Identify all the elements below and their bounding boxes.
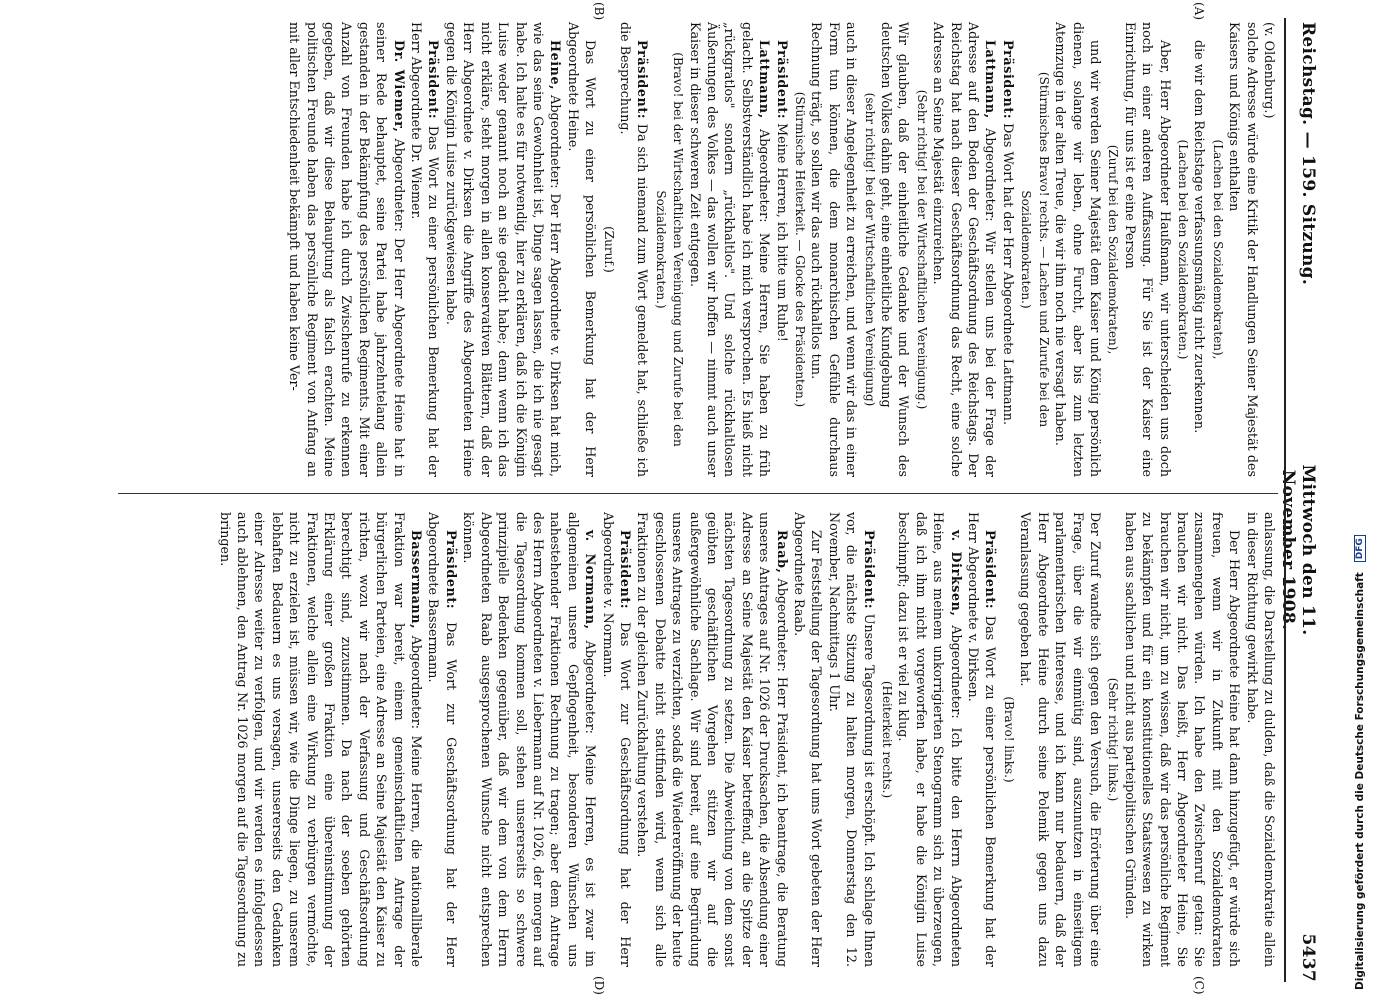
- paragraph-text: (Stürmische Heiterkeit. — Glocke des Präsidenten.): [793, 91, 808, 408]
- paragraph: [686, 22, 773, 477]
- header-date: Mittwoch den 11. November 1908.: [1278, 464, 1318, 636]
- paragraph-text: (Lachen bei den Sozialdemokraten.): [1175, 139, 1190, 360]
- interjection: [791, 22, 808, 477]
- paragraph-text: Meine Herren, ich bitte um Ruhe!: [774, 119, 790, 342]
- paragraph-text: (v. Oldenburg.): [1262, 22, 1277, 119]
- paragraph-text: Abgeordneter: Der Herr Abgeordnete Heine hat in seiner Rede behauptet, seine Partei habe jahrzehntelang allein gestanden in der Bekämpfung des persönlichen Regiments. Mit einer Anzahl von Freunden habe ich durch Zwischenrufe zu erkennen gegeben, daß wir diese Behauptung als falsch erachten. Meine politischen Freunde haben das persönliche Regiment von Anfang an mit aller Entschiedenheit bekämpft und haben keine Ver-: [287, 22, 407, 477]
- paragraph: [930, 22, 1000, 477]
- speaker-name: Präsident:: [1000, 40, 1016, 120]
- paragraph-text: Das Wort zu einer persönlichen Bemerkung hat der Herr Abgeordnete Dr. Wiemer.: [409, 22, 442, 477]
- interjection: [1000, 512, 1017, 967]
- paragraph-text: (Heiterkeit rechts.): [880, 680, 895, 799]
- paragraph-text: Abgeordneter: Meine Herren, die nationalliberale Fraktion war bereit, einem gemeinschaftlichen Antrage der bürgerlichen Parteien, eine Adresse an Seine Majestät den Kaiser zu richten, wozu wir nach der Verfassung und Geschäftsordnung berechtigt sind, zuzustimmen. Da nach der soeben gehörten Erklärung einer großen Fraktion eine übereinstimmung der Fraktionen, welche allein eine Wirkung zu verbürgen vermöchte, nicht zu erzielen ist, müssen wir, wie die Dinge liegen, zu unserem lebhaften Bedauern es uns versagen, unsererseits den Gedanken einer Adresse weiter zu verfolgen, und wir werden es infolgedessen auch ablehnen, den Antrag Nr. 1026 morgen auf die Tagesordnung zu bringen.: [217, 512, 425, 967]
- margin-mark-c: (C): [1192, 976, 1206, 995]
- paragraph-text: Der Zuruf wandte sich gegen den Versuch, die Erörterung über eine Frage, über die wir einmütig sind, auszunutzen in einseitigem parlamentarischen Interesse, und ich kann nur bedauern, daß der Herr Abgeordnete Heine durch seine Polemik gegen uns dazu Veranlassung gegeben hat.: [1018, 512, 1103, 967]
- paragraph: [965, 512, 1000, 967]
- paragraph-text: Unsere Tagesordnung ist erschöpft. Ich schlage Ihnen vor, die nächste Sitzung zu halten morgen, Donnerstag den 12. November, Nachmittags 1 Uhr.: [826, 512, 877, 967]
- header-rule: [1284, 18, 1286, 982]
- left-column: [118, 22, 1278, 477]
- right-column: [118, 512, 1278, 967]
- paragraph-text: auch in dieser Angelegenheit zu erreichen, und wenn wir das in einer Form tun können, die dem monarchischen Gefühle durchaus Rechnung trägt, so sollen wir das auch rückhaltlos tun.: [809, 22, 860, 477]
- paragraph: [443, 22, 565, 477]
- interjection: [1104, 512, 1121, 967]
- paragraph: [878, 22, 913, 477]
- paragraph-text: Das Wort zu einer persönlichen Bemerkung hat der Herr Abgeordnete v. Dirksen.: [966, 512, 999, 967]
- paragraph: [460, 512, 599, 967]
- speaker-name: Lattmann,: [757, 40, 773, 119]
- speaker-name: Heine,: [548, 40, 564, 91]
- speaker-name: Präsident:: [635, 40, 651, 120]
- paragraph: [773, 22, 790, 477]
- paragraph-text: Aber, Herr Abgeordneter Haußmann, wir unterscheiden uns doch noch in einer anderen Auffassung. Für Sie ist der Kaiser eine Einrichtung, für uns ist er eine Person: [1122, 22, 1173, 477]
- paragraph: [895, 512, 965, 967]
- interjection: [599, 22, 616, 477]
- interjection: [1174, 22, 1191, 477]
- paragraph-text: (Lachen bei den Sozialdemokraten),: [1210, 139, 1225, 360]
- paragraph: [1226, 22, 1261, 477]
- interjection: [878, 512, 895, 967]
- speaker-name: v. Normann,: [583, 530, 599, 630]
- paragraph: [808, 22, 860, 477]
- dfg-logo: DFG: [1354, 535, 1366, 562]
- paragraph: [408, 22, 443, 477]
- speaker-name: Präsident:: [983, 530, 999, 610]
- rotated-page: [56, 0, 1326, 1000]
- footer-credit: Digitalisierung gefördert durch die Deutsche Forschungsgemeinschaft: [1354, 572, 1366, 990]
- paragraph: [1261, 22, 1278, 477]
- paragraph-text: Abgeordneter: Meine Herren, es ist zwar im allgemeinen unsere Gepflogenheit, besonderen Wünschen uns nahestehender Fraktionen Rechnung zu tragen; aber dem Antrage des Herrn Abgeordneten v. Liebermann auf Nr. 1026, der morgen auf die Tagesordnung kommen soll, stehen unsererseits so schwere prinzipielle Bedenken gegenüber, daß wir dem von dem Herrn Abgeordneten Raab ausgesprochenen Wunsche nicht entsprechen können.: [461, 512, 599, 967]
- paragraph: [1017, 512, 1104, 967]
- paragraph-text: Der Herr Abgeordnete Heine hat dann hinzugefügt, er würde sich freuen, wenn wir in Zukunft mit den Sozialdemokraten zusammengehen würden. Ich habe den Zwischenruf getan: Sie brauchen wir nicht. Das heißt, Herr Abgeordneter Heine, Sie brauchen wir nicht, um zu wissen, daß wir das persönliche Regiment zu bekämpfen und für ein konstitutionelles Staatswesen zu wirken haben aus sachlichen und nicht aus parteipolitischen Gründen.: [1122, 512, 1243, 967]
- interjection: [860, 22, 877, 477]
- interjection: [912, 22, 929, 477]
- paragraph: [617, 22, 652, 477]
- paragraph-text: Wir glauben, daß der einheitliche Gedanke und der Wunsch des deutschen Volkes dahin geht, eine einheitliche Kundgebung: [879, 22, 912, 477]
- paragraph-text: Das Wort hat der Herr Abgeordnete Lattmann.: [1000, 119, 1016, 425]
- paragraph: [564, 22, 599, 477]
- margin-mark-a: (A): [1192, 2, 1206, 21]
- paragraph-text: Das Wort zu einer persönlichen Bemerkung hat der Herr Abgeordnete Heine.: [565, 22, 599, 477]
- page-header: [1278, 0, 1324, 1000]
- paragraph-text: Da sich niemand zum Wort gemeldet hat, schließe ich die Besprechung.: [617, 22, 651, 477]
- paragraph-text: anlassung, die Darstellung zu dulden, daß die Sozialdemokratie allein in dieser Richtung gewirkt habe.: [1244, 512, 1277, 967]
- paragraph: [599, 512, 634, 967]
- paragraph-text: (Bravo! bei der Wirtschaftlichen Vereinigung und Zurufe bei den Sozialdemokraten.): [653, 52, 686, 447]
- paragraph: [1243, 512, 1278, 967]
- paragraph-text: Abgeordneter: Wir stellen uns bei der Frage der Adresse auf den Boden der Geschäftsordnung des Reichstags. Der Reichstag hat nach dieser Geschäftsordnung das Recht, eine solche Adresse an Seine Majestät einzureichen.: [931, 22, 999, 477]
- paragraph-text: Das Wort zur Geschäftsordnung hat der Herr Abgeordnete Bassermann.: [426, 512, 459, 967]
- speaker-name: Lattmann,: [983, 40, 999, 119]
- margin-mark-d: (D): [592, 976, 606, 995]
- paragraph-text: (Sehr richtig! links.): [1106, 677, 1121, 802]
- paragraph-text: (Bravo! links.): [1001, 696, 1016, 783]
- speaker-name: Bassermann,: [409, 530, 425, 630]
- speaker-name: Raab,: [774, 530, 790, 574]
- paragraph-text: die wir dem Reichstage verfassungsmäßig nicht zuerkennen.: [1192, 40, 1208, 434]
- paragraph: [425, 512, 460, 967]
- interjection: [651, 22, 686, 477]
- speaker-name: Präsident:: [774, 40, 790, 120]
- paragraph: [791, 512, 826, 967]
- speaker-name: v. Dirksen,: [948, 530, 964, 617]
- speaker-name: Präsident:: [617, 530, 633, 610]
- interjection: [1104, 22, 1121, 477]
- paragraph: [1000, 22, 1017, 477]
- paragraph: [286, 22, 408, 477]
- paragraph-text: Zur Feststellung der Tagesordnung hat ums Wort gebeten der Herr Abgeordnete Raab.: [792, 512, 825, 967]
- page-number: 5437: [1298, 933, 1318, 982]
- paragraph: [1052, 22, 1104, 477]
- paragraph: [825, 512, 877, 967]
- paragraph-text: Abgeordneter: Der Herr Abgeordnete v. Dirksen hat mich, wie das seine Gewohnheit ist, Dinge sagen lassen, die ich nie gesagt habe. Ich halte es für notwendig, hier zu erklären, daß ich die Königin Luise weder genannt noch an sie gedacht habe; denn wenn ich das nicht erkläre, steht morgen in allen konservativen Blättern, daß der Herr Abgeordnete v. Dirksen die Angriffe des Abgeordneten Heine gegen die Königin Luise zurückgewiesen habe.: [443, 22, 564, 477]
- speaker-name: Dr. Wiemer,: [391, 40, 407, 133]
- speaker-name: Präsident:: [443, 530, 459, 610]
- speaker-name: Präsident:: [426, 40, 442, 120]
- paragraph: [1191, 22, 1208, 477]
- interjection: [1017, 22, 1052, 477]
- paragraph-text: Das Wort zur Geschäftsordnung hat der Herr Abgeordnete v. Normann.: [600, 512, 633, 967]
- paragraph-text: (sehr richtig! bei der Wirtschaftlichen Vereinigung): [862, 92, 877, 407]
- paragraph-text: (Zuruf bei den Sozialdemokraten),: [1106, 144, 1121, 355]
- speaker-name: Präsident:: [861, 530, 877, 610]
- paragraph-text: (Sehr richtig! bei der Wirtschaftlichen Vereinigung.): [914, 89, 929, 410]
- paragraph-text: (Zuruf.): [601, 226, 616, 273]
- paragraph-text: (Stürmisches Bravo! rechts. — Lachen und Zurufe bei den Sozialdemokraten.): [1019, 71, 1051, 428]
- header-session: Reichstag. — 159. Sitzung.: [1298, 22, 1318, 286]
- interjection: [1208, 22, 1225, 477]
- paragraph-text: Abgeordneter: Herr Präsident, ich beantrage, die Beratung unseres Antrages auf Nr. 1026 der Drucksachen, die Absendung einer Adresse an Seine Majestät den Kaiser betreffend, an die Spitze der nächsten Tagesordnung zu setzen. Die Abweichung von dem sonst geübten geschäftlichen Vorgehen stützen wir auf die außergewöhnliche Sachlage. Wir sind bereit, auf eine Begründung unseres Antrages zu verzichten, sodaß die Wiedereröffnung der heute geschlossenen Debatte nicht stattfinden wird, wenn sich alle Fraktionen zu der gleichen Zurückhaltung verstehen.: [635, 512, 790, 967]
- paragraph-text: solche Adresse würde eine Kritik der Handlungen Seiner Majestät des Kaisers und Königs enthalten: [1227, 22, 1260, 477]
- paragraph: [216, 512, 425, 967]
- paragraph-text: und wir werden Seiner Majestät dem Kaiser und König persönlich dienen, solange wir leben, ohne Furcht, aber bis zum letzten Atemzuge in der alten Treue, die wir ihm noch nie versagt haben.: [1053, 22, 1103, 477]
- column-divider: [118, 493, 1278, 494]
- paragraph: [634, 512, 791, 967]
- paragraph: [1121, 512, 1243, 967]
- paragraph: [1121, 22, 1173, 477]
- digitization-footer: [1345, 10, 1375, 990]
- margin-mark-b: (B): [592, 2, 606, 21]
- paragraph-text: Abgeordneter: Ich bitte den Herrn Abgeordneten Heine, aus meinem unkorrigierten Stenogramm sich zu überzeugen, daß ich ihm nicht vorgeworfen habe, er habe die Königin Luise beschimpft; dazu ist er viel zu klug.: [896, 512, 964, 967]
- paragraph-text: Abgeordneter: Meine Herren, Sie haben zu früh gelacht. Selbstverständlich habe ich mich versprochen. Es hieß nicht „rückgratlos" sondern „rückhaltlos". Und solche rückhaltlosen Äußerungen des Volkes — das wollen wir hoffen — nimmt auch unser Kaiser in dieser schweren Zeit entgegen.: [687, 22, 773, 477]
